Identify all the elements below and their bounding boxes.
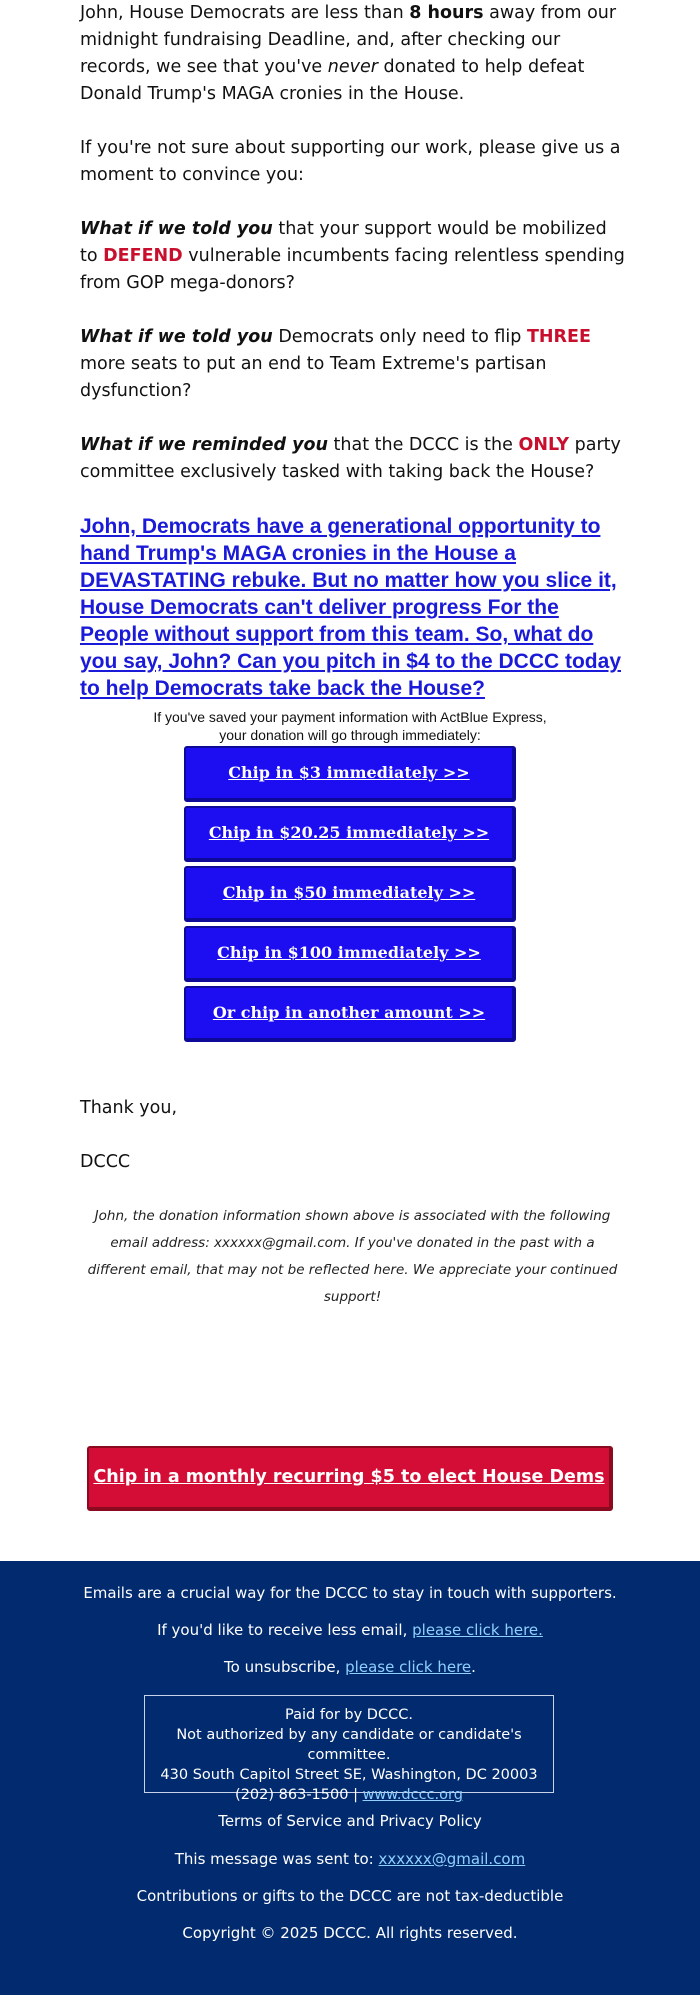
website-link[interactable]: www.dccc.org (362, 1787, 463, 1803)
defend-paragraph (80, 216, 625, 297)
headline-donate-link[interactable]: John, Democrats have a generational opportunity to hand Trump's MAGA cronies in the House a DEVASTATING rebuke. But no matter how you slice it, House Democrats can't deliver progress For the People without support from this team. So, what do you say, John? Can you pitch in $4 to the DCCC today to help Democrats take back the House? (80, 515, 621, 700)
three-text: Democrats only need to flip (272, 327, 527, 347)
convince-paragraph: If you're not sure about supporting our work, please give us a moment to convince you: (80, 138, 621, 185)
only-text: that the DCCC is the (327, 435, 519, 455)
paid-for-box (144, 1695, 554, 1803)
paid-for-line: Paid for by DCCC. (285, 1707, 413, 1723)
sent-to-line (0, 1849, 700, 1869)
email-association-disclaimer: John, the donation information shown above is associated with the following email address: xxxxxx@gmail.com. If you've donated in the past with a different email, that may not be reflected here. We appreciate your continued support! (87, 1208, 618, 1305)
what-if-lead: What if we told you (80, 327, 273, 347)
unsubscribe-period: . (471, 1658, 476, 1676)
three-text-2: more seats to put an end to Team Extreme's partisan dysfunction? (80, 354, 547, 401)
tax-deductible-notice: Contributions or gifts to the DCCC are not tax-deductible (136, 1887, 564, 1905)
hours-emphasis: 8 hours (409, 3, 484, 23)
footer-supporters-text: Emails are a crucial way for the DCCC to stay in touch with supporters. (83, 1584, 617, 1602)
only-emphasis: ONLY (518, 435, 570, 455)
not-authorized-line: Not authorized by any candidate or candidate's committee. (176, 1727, 522, 1763)
contact-line (145, 1785, 553, 1805)
actblue-note-line-1: If you've saved your payment information with ActBlue Express, (153, 709, 547, 725)
less-email-text: If you'd like to receive less email, (157, 1621, 413, 1639)
never-emphasis: never (327, 57, 378, 77)
unsubscribe-text: To unsubscribe, (224, 1658, 346, 1676)
intro-paragraph (80, 0, 625, 108)
thank-you-text: Thank you, (80, 1098, 178, 1118)
terms-privacy-text: Terms of Service and Privacy Policy (218, 1812, 482, 1830)
contact-separator: | (348, 1787, 363, 1803)
what-if-lead: What if we told you (80, 219, 273, 239)
actblue-express-note (0, 708, 700, 744)
chip-50-button[interactable]: Chip in $50 immediately >> (184, 866, 516, 922)
intro-text: John, House Democrats are less than (80, 3, 410, 23)
email-body (80, 0, 625, 702)
defend-text: that your support would be mobilized to (80, 219, 607, 266)
defend-emphasis: DEFEND (103, 246, 183, 266)
defend-text-2: vulnerable incumbents facing relentless spending from GOP mega-donors? (80, 246, 625, 293)
footer-less-email (0, 1620, 700, 1640)
only-text-2: party committee exclusively tasked with taking back the House? (80, 435, 621, 482)
intro-text-3: donated to help defeat Donald Trump's MAGA cronies in the House. (80, 57, 585, 104)
copyright-text: Copyright © 2025 DCCC. All rights reserved. (182, 1924, 518, 1942)
recipient-email-link[interactable]: xxxxxx@gmail.com (378, 1850, 526, 1868)
chip-20-25-button[interactable]: Chip in $20.25 immediately >> (184, 806, 516, 862)
chip-3-button[interactable]: Chip in $3 immediately >> (184, 746, 516, 802)
less-email-link[interactable]: please click here. (412, 1621, 543, 1639)
sent-to-text: This message was sent to: (174, 1850, 379, 1868)
actblue-note-line-2: your donation will go through immediately: (219, 727, 481, 743)
footer-unsubscribe (0, 1657, 700, 1677)
chip-100-button[interactable]: Chip in $100 immediately >> (184, 926, 516, 982)
intro-text-2: away from our midnight fundraising Deadline, and, after checking our records, we see that you've (80, 3, 617, 77)
chip-other-amount-button[interactable]: Or chip in another amount >> (184, 986, 516, 1042)
monthly-recurring-button[interactable]: Chip in a monthly recurring $5 to elect House Dems >> (87, 1446, 613, 1511)
what-if-reminded-lead: What if we reminded you (80, 435, 328, 455)
only-paragraph (80, 432, 625, 486)
donation-buttons (184, 746, 516, 1046)
address-line: 430 South Capitol Street SE, Washington, DC 20003 (160, 1767, 538, 1783)
three-emphasis: THREE (526, 327, 591, 347)
phone-number: (202) 863-1500 (235, 1787, 349, 1803)
footer (0, 1561, 700, 1995)
unsubscribe-link[interactable]: please click here (345, 1658, 472, 1676)
three-paragraph (80, 324, 625, 405)
sender-signature: DCCC (80, 1152, 131, 1172)
